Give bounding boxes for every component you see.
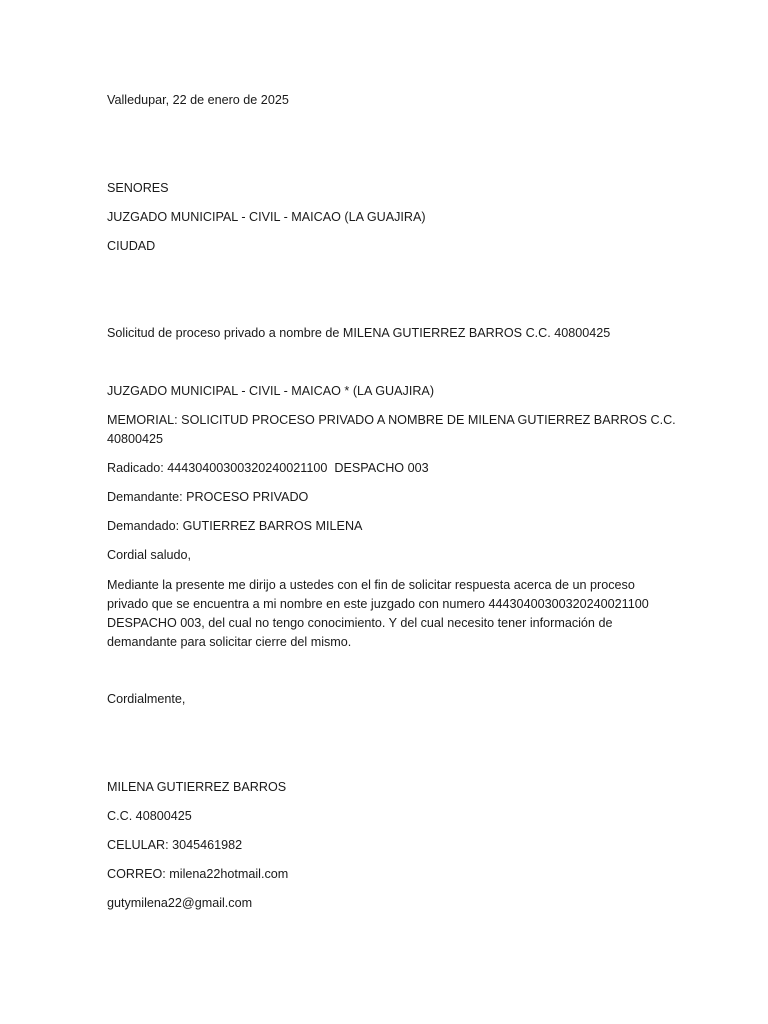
- place-date: Valledupar, 22 de enero de 2025: [107, 93, 289, 107]
- signature-phone: CELULAR: 3045461982: [107, 838, 243, 852]
- memorial-line-1: MEMORIAL: SOLICITUD PROCESO PRIVADO A NOMBRE DE MILENA GUTIERREZ BARROS C.C.: [107, 413, 676, 427]
- body-line-4: demandante para solicitar cierre del mismo.: [107, 635, 352, 649]
- radicado-line: Radicado: 44430400300320240021100 DESPACHO 003: [107, 461, 429, 475]
- recipient-salutation: SENORES: [107, 181, 169, 195]
- signature-email-1: CORREO: milena22hotmail.com: [107, 867, 289, 881]
- demandante-line: Demandante: PROCESO PRIVADO: [107, 490, 309, 504]
- memorial-line-2: 40800425: [107, 432, 164, 446]
- reference-court: JUZGADO MUNICIPAL - CIVIL - MAICAO * (LA GUAJIRA): [107, 384, 435, 398]
- closing: Cordialmente,: [107, 692, 186, 706]
- recipient-city: CIUDAD: [107, 239, 156, 253]
- body-line-2: privado que se encuentra a mi nombre en este juzgado con numero 44430400300320240021100: [107, 597, 649, 611]
- subject-line: Solicitud de proceso privado a nombre de MILENA GUTIERREZ BARROS C.C. 40800425: [107, 326, 611, 340]
- signature-email-2: gutymilena22@gmail.com: [107, 896, 253, 910]
- body-line-3: DESPACHO 003, del cual no tengo conocimiento. Y del cual necesito tener información de: [107, 616, 613, 630]
- recipient-court: JUZGADO MUNICIPAL - CIVIL - MAICAO (LA GUAJIRA): [107, 210, 426, 224]
- demandado-line: Demandado: GUTIERREZ BARROS MILENA: [107, 519, 363, 533]
- signature-id: C.C. 40800425: [107, 809, 192, 823]
- body-line-1: Mediante la presente me dirijo a ustedes con el fin de solicitar respuesta acerca de un proceso: [107, 578, 635, 592]
- greeting: Cordial saludo,: [107, 548, 192, 562]
- signature-name: MILENA GUTIERREZ BARROS: [107, 780, 287, 794]
